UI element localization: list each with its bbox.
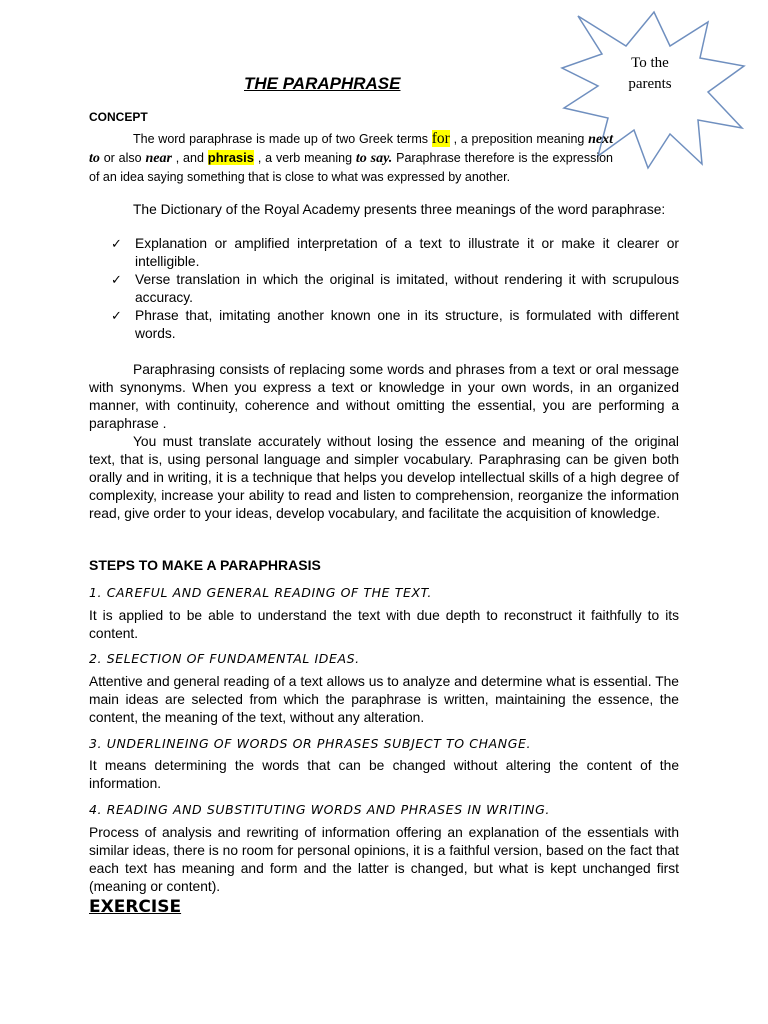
p1-text-d: , and: [171, 151, 208, 165]
p1-text-e: , a verb meaning: [254, 151, 356, 165]
concept-heading: CONCEPT: [89, 110, 148, 124]
star-note-line-2: parents: [628, 76, 672, 92]
step-4-text: Process of analysis and rewriting of information offering an explanation of the essentials with similar ideas, there is no room for personal opinions, it is a faithful version, based on the fact that each text has meaning and form and the latter is changed, but what is kept unchanged first (meaning or content).: [89, 825, 679, 894]
step-3-title: 3. UNDERLINEING OF WORDS OR PHRASES SUBJECT TO CHANGE.: [89, 736, 532, 751]
step-1-title: 1. CAREFUL AND GENERAL READING OF THE TEXT.: [89, 585, 432, 600]
step-2-title: 2. SELECTION OF FUNDAMENTAL IDEAS.: [89, 651, 360, 666]
checkmark-icon: ✓: [111, 272, 122, 287]
checkmark-icon: ✓: [111, 308, 122, 323]
p1-text-b: , a preposition meaning: [449, 132, 589, 146]
page-title: THE PARAPHRASE: [244, 74, 401, 93]
p1-text-c: or also: [99, 151, 146, 165]
concept-paragraph-3: Paraphrasing consists of replacing some words and phrases from a text or oral message with synonyms. When you express a text or knowledge in your own words, in an organized manner, with continuity, coherence and without omitting the essential, you are performing a paraphrase .: [89, 362, 679, 431]
step-3-text: It means determining the words that can be changed without altering the content of the information.: [89, 758, 679, 791]
meaning-text: Verse translation in which the original is imitated, without rendering it with scrupulous accuracy.: [135, 272, 679, 305]
p1-text-a: The word paraphrase is made up of two Greek terms: [133, 132, 432, 146]
step-1-text: It is applied to be able to understand the text with due depth to reconstruct it faithfully to its content.: [89, 608, 679, 641]
meaning-text: Explanation or amplified interpretation of a text to illustrate it or make it clearer or intelligible.: [135, 236, 679, 269]
meaning-item: [89, 235, 679, 271]
meaning-to-say: to say.: [355, 151, 393, 166]
meanings-list: [89, 235, 679, 343]
meaning-item: [89, 271, 679, 307]
checkmark-icon: ✓: [111, 236, 122, 251]
greek-term-phrasis: phrasis: [207, 150, 254, 165]
greek-term-for: for: [431, 130, 450, 147]
step-4-title: 4. READING AND SUBSTITUTING WORDS AND PHRASES IN WRITING.: [89, 802, 550, 817]
star-note-line-1: To the: [631, 55, 669, 71]
concept-paragraph-2: The Dictionary of the Royal Academy presents three meanings of the word paraphrase:: [133, 202, 666, 217]
concept-paragraph-4: You must translate accurately without losing the essence and meaning of the original text, that is, using personal language and simpler vocabulary. Paraphrasing can be given both orally and in writing, it is a technique that helps you develop intellectual skills of a high degree of complexity, increase your ability to read and listen to comprehension, reorganize the information read, give order to your ideas, develop vocabulary, and facilitate the acquisition of knowledge.: [89, 434, 679, 521]
exercise-heading: EXERCISE: [89, 897, 182, 917]
meaning-text: Phrase that, imitating another known one in its structure, is formulated with different words.: [135, 308, 679, 341]
meaning-item: [89, 307, 679, 343]
meaning-next-to: next to: [89, 132, 613, 166]
p1-text-f: Paraphrase therefore is the expression of an idea saying something that is close to what was expressed by another.: [89, 151, 613, 184]
step-2-text: Attentive and general reading of a text allows us to analyze and determine what is essential. The main ideas are selected from which the paraphrase is written, maintaining the essence, the content, the meaning of the text, without any alteration.: [89, 674, 679, 725]
steps-heading: STEPS TO MAKE A PARAPHRASIS: [89, 557, 321, 573]
star-note: [610, 53, 690, 95]
meaning-near: near: [145, 151, 172, 166]
concept-paragraph-1: [89, 130, 613, 186]
